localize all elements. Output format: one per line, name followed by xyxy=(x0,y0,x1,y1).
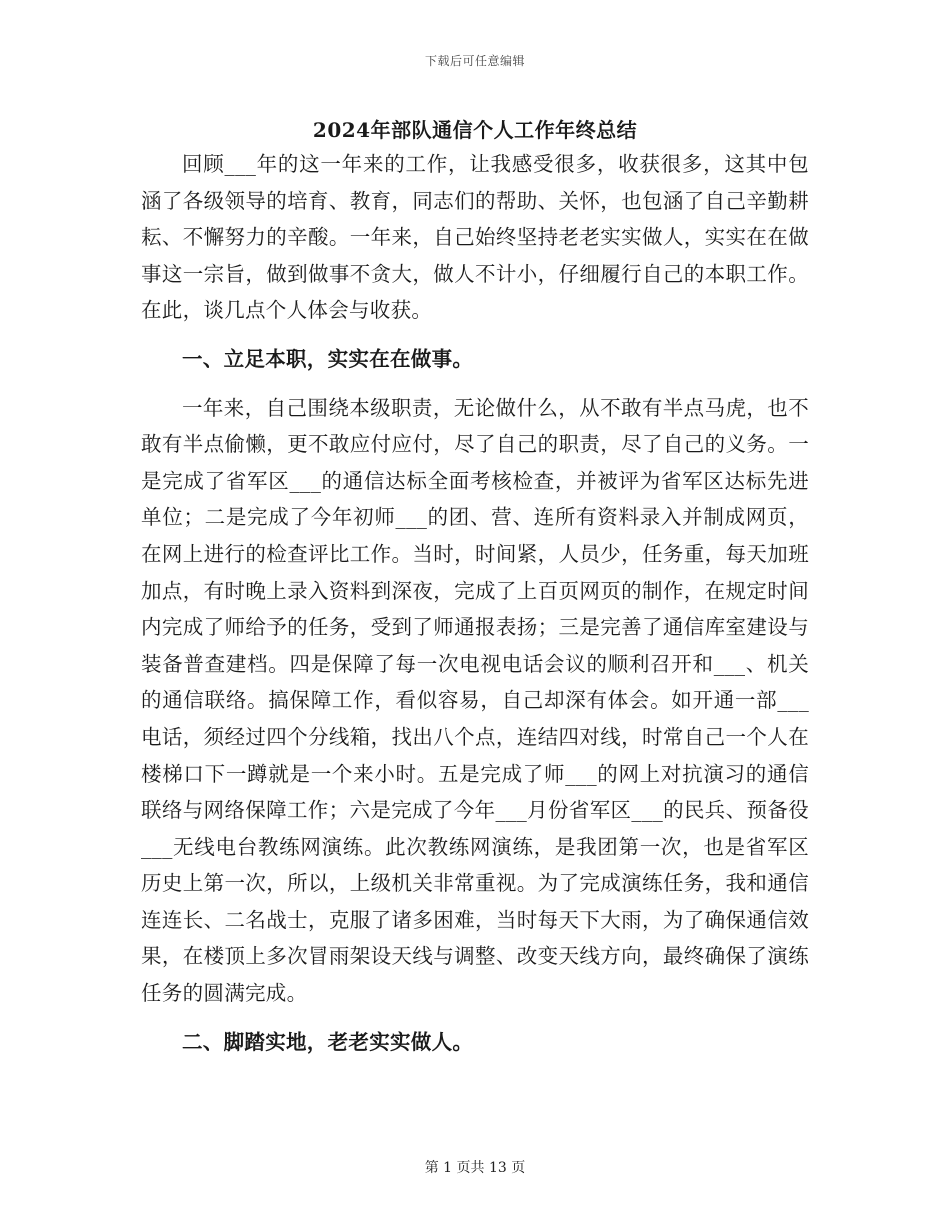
document-title: 2024年部队通信个人工作年终总结 xyxy=(312,118,638,142)
page-number-footer: 第 1 页共 13 页 xyxy=(424,1160,526,1176)
section-heading-1: 一、立足本职，实实在在做事。 xyxy=(182,346,474,371)
section-1-paragraph: 一年来，自己围绕本级职责，无论做什么，从不敢有半点马虎，也不敢有半点偷懒，更不敢应付应付，尽了自己的职责，尽了自己的义务。一是完成了省军区___的通信达标全面考核检查，并被评为省军区达标先进单位；二是完成了今年初师___的团、营、连所有资料录入并制成网页，在网上进行的检查评比工作。当时，时间紧，人员少，任务重，每天加班加点，有时晚上录入资料到深夜，完成了上百页网页的制作，在规定时间内完成了师给予的任务，受到了师通报表扬；三是完善了通信库室建设与装备普查建档。四是保障了每一次电视电话会议的顺利召开和___、机关的通信联络。搞保障工作，看似容易，自己却深有体会。如开通一部___电话，须经过四个分线箱，找出八个点，连结四对线，时常自己一个人在楼梯口下一蹲就是一个来小时。五是完成了师___的网上对抗演习的通信联络与网络保障工作；六是完成了今年___月份省军区___的民兵、预备役___无线电台教练网演练。此次教练网演练，是我团第一次，也是省军区历史上第一次，所以，上级机关非常重视。为了完成演练任务，我和通信连连长、二名战士，克服了诸多困难，当时每天下大雨，为了确保通信效果，在楼顶上多次冒雨架设天线与调整、改变天线方向，最终确保了演练任务的圆满完成。 xyxy=(141,395,809,1006)
document-body xyxy=(141,146,809,1072)
section-heading-2: 二、脚踏实地，老老实实做人。 xyxy=(182,1029,474,1054)
intro-paragraph: 回顾___年的这一年来的工作，让我感受很多，收获很多，这其中包涵了各级领导的培育、教育，同志们的帮助、关怀，也包涵了自己辛勤耕耘、不懈努力的辛酸。一年来，自己始终坚持老老实实做人，实实在在做事这一宗旨，做到做事不贪大，做人不计小，仔细履行自己的本职工作。在此，谈几点个人体会与收获。 xyxy=(141,152,809,323)
page-header-note: 下载后可任意编辑 xyxy=(424,54,525,68)
